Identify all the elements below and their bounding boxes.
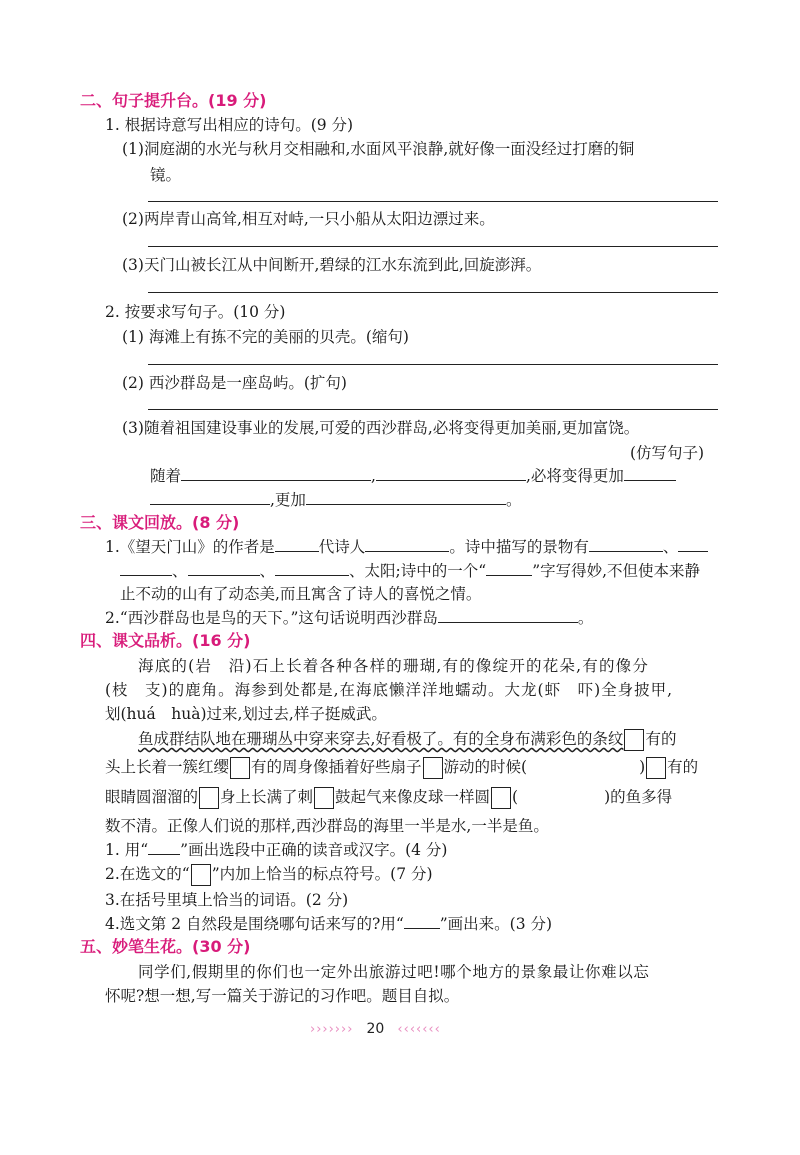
blank[interactable] (188, 561, 260, 576)
fill-text: , (371, 467, 376, 485)
arrows-left-icon: ››››››› (310, 1022, 354, 1037)
arrows-right-icon: ‹‹‹‹‹‹‹ (397, 1022, 441, 1037)
passage-p2-line4: 数不清。正像人们说的那样,西沙群岛的海里一半是水,一半是鱼。 (105, 817, 549, 835)
punctuation-box-sample (191, 864, 211, 886)
question-3-2 (105, 606, 593, 628)
answer-line[interactable] (148, 409, 718, 410)
answer-line[interactable] (148, 201, 718, 202)
text: 头上长着一簇红缨 (105, 758, 230, 776)
text: 。诗中描写的景物有 (449, 538, 589, 556)
question-3-1-cont (120, 559, 700, 581)
punctuation-box[interactable] (624, 729, 644, 751)
passage-p2-line3 (105, 785, 672, 809)
question-4-4 (105, 912, 552, 934)
punctuation-box[interactable] (230, 757, 250, 779)
punctuation-box[interactable] (199, 787, 219, 809)
blank[interactable] (306, 490, 506, 505)
blank[interactable] (486, 561, 532, 576)
text: 1. 用“ (105, 841, 149, 859)
question-3-1 (105, 535, 708, 557)
punctuation-box[interactable] (423, 757, 443, 779)
blank[interactable] (624, 466, 676, 481)
text: 有的 (667, 758, 699, 776)
text: 有的 (645, 730, 677, 748)
text: 代诗人 (318, 538, 366, 556)
question-2-1-2: (2)两岸青山高耸,相互对峙,一只小船从太阳边漂过来。 (122, 210, 495, 228)
text: ”画出选段中正确的读音或汉字。(4 分) (180, 841, 448, 859)
question-4-3: 3.在括号里填上恰当的词语。(2 分) (105, 891, 349, 909)
text: 、 (172, 562, 188, 580)
fill-text: 。 (505, 491, 522, 509)
question-4-1 (105, 838, 447, 860)
imitation-prompt-line1 (150, 464, 676, 486)
question-2-1-1-cont: 镜。 (150, 166, 182, 184)
text: 、 (662, 538, 679, 556)
blank[interactable] (120, 561, 172, 576)
fill-text: ,必将变得更加 (525, 467, 624, 485)
answer-line[interactable] (148, 292, 718, 293)
blank[interactable] (376, 466, 526, 481)
answer-line[interactable] (148, 364, 718, 365)
text: 2.在选文的“ (105, 865, 190, 883)
underline-sample (404, 914, 440, 929)
passage-p1-line3: 划(huá huà)过来,划过去,样子挺威武。 (105, 705, 387, 723)
writing-prompt-line1: 同学们,假期里的你们也一定外出旅游过吧!哪个地方的景象最让你难以忘 (138, 963, 650, 981)
blank[interactable] (150, 490, 270, 505)
blank[interactable] (438, 608, 578, 623)
text: ”画出来。(3 分) (439, 915, 553, 933)
punctuation-box[interactable] (314, 787, 334, 809)
question-2-2-3-note: (仿写句子) (630, 444, 705, 462)
question-2-1: 1. 根据诗意写出相应的诗句。(9 分) (105, 116, 354, 134)
text: 眼睛圆溜溜的 (105, 788, 199, 806)
key-sentence: 鱼成群结队地在珊瑚丛中穿来穿去,好看极了。有的全身布满彩色的条纹 (138, 730, 624, 748)
text: 。 (577, 609, 594, 627)
text: 2.“西沙群岛也是鸟的天下。”这句话说明西沙群岛 (105, 609, 438, 627)
passage-p2-line2 (105, 755, 698, 779)
section-heading-2: 二、句子提升台。(19 分) (80, 91, 267, 110)
blank[interactable] (275, 561, 349, 576)
section-heading-4: 四、课文品析。(16 分) (80, 631, 251, 650)
section-heading-5: 五、妙笔生花。(30 分) (80, 937, 251, 956)
blank[interactable] (678, 537, 708, 552)
text: 4.选文第 2 自然段是围绕哪句话来写的?用“ (105, 915, 404, 933)
text: ) (639, 758, 646, 776)
text: 、 (259, 562, 276, 580)
text: 鼓起气来像皮球一样圆 (335, 788, 491, 806)
text: ( (512, 788, 519, 806)
underline-sample (148, 840, 180, 855)
question-2-1-3: (3)天门山被长江从中间断开,碧绿的江水东流到此,回旋澎湃。 (122, 256, 542, 274)
question-3-1-cont2: 止不动的山有了动态美,而且寓含了诗人的喜悦之情。 (120, 585, 482, 603)
text: 游动的时候( (443, 758, 528, 776)
section-heading-3: 三、课文回放。(8 分) (80, 513, 240, 532)
question-2-1-1: (1)洞庭湖的水光与秋月交相融和,水面风平浪静,就好像一面没经过打磨的铜 (122, 140, 635, 158)
text: ”内加上恰当的标点符号。(7 分) (211, 865, 433, 883)
question-2-2-1: (1) 海滩上有拣不完的美丽的贝壳。(缩句) (122, 328, 409, 346)
fill-text: 随着 (150, 467, 182, 485)
question-2-2-3: (3)随着祖国建设事业的发展,可爱的西沙群岛,必将变得更加美丽,更加富饶。 (122, 419, 640, 437)
punctuation-box[interactable] (646, 757, 666, 779)
blank[interactable] (181, 466, 371, 481)
page-footer (310, 1018, 441, 1037)
blank[interactable] (589, 537, 663, 552)
punctuation-box[interactable] (491, 787, 511, 809)
passage-p1-line2: (枝 支)的鹿角。海参到处都是,在海底懒洋洋地蠕动。大龙(虾 吓)全身披甲, (105, 681, 674, 699)
question-2-2: 2. 按要求写句子。(10 分) (105, 303, 286, 321)
passage-p2-line1 (138, 727, 676, 751)
question-4-2 (105, 862, 433, 886)
blank[interactable] (275, 537, 319, 552)
question-2-2-2: (2) 西沙群岛是一座岛屿。(扩句) (122, 374, 347, 392)
answer-line[interactable] (148, 246, 718, 247)
text: 、太阳;诗中的一个“ (349, 562, 487, 580)
imitation-prompt-line2 (150, 488, 521, 510)
text: ”字写得妙,不但使本来静 (532, 562, 701, 580)
blank[interactable] (365, 537, 449, 552)
text: 1.《望天门山》的作者是 (105, 538, 275, 556)
page-number: 20 (366, 1021, 385, 1037)
text: )的鱼多得 (604, 788, 673, 806)
passage-p1-line1: 海底的(岩 沿)石上长着各种各样的珊瑚,有的像绽开的花朵,有的像分 (138, 657, 650, 675)
text: 有的周身像插着好些扇子 (251, 758, 422, 776)
fill-text: ,更加 (270, 491, 306, 509)
writing-prompt-line2: 怀呢?想一想,写一篇关于游记的习作吧。题目自拟。 (105, 987, 460, 1005)
text: 身上长满了刺 (220, 788, 314, 806)
